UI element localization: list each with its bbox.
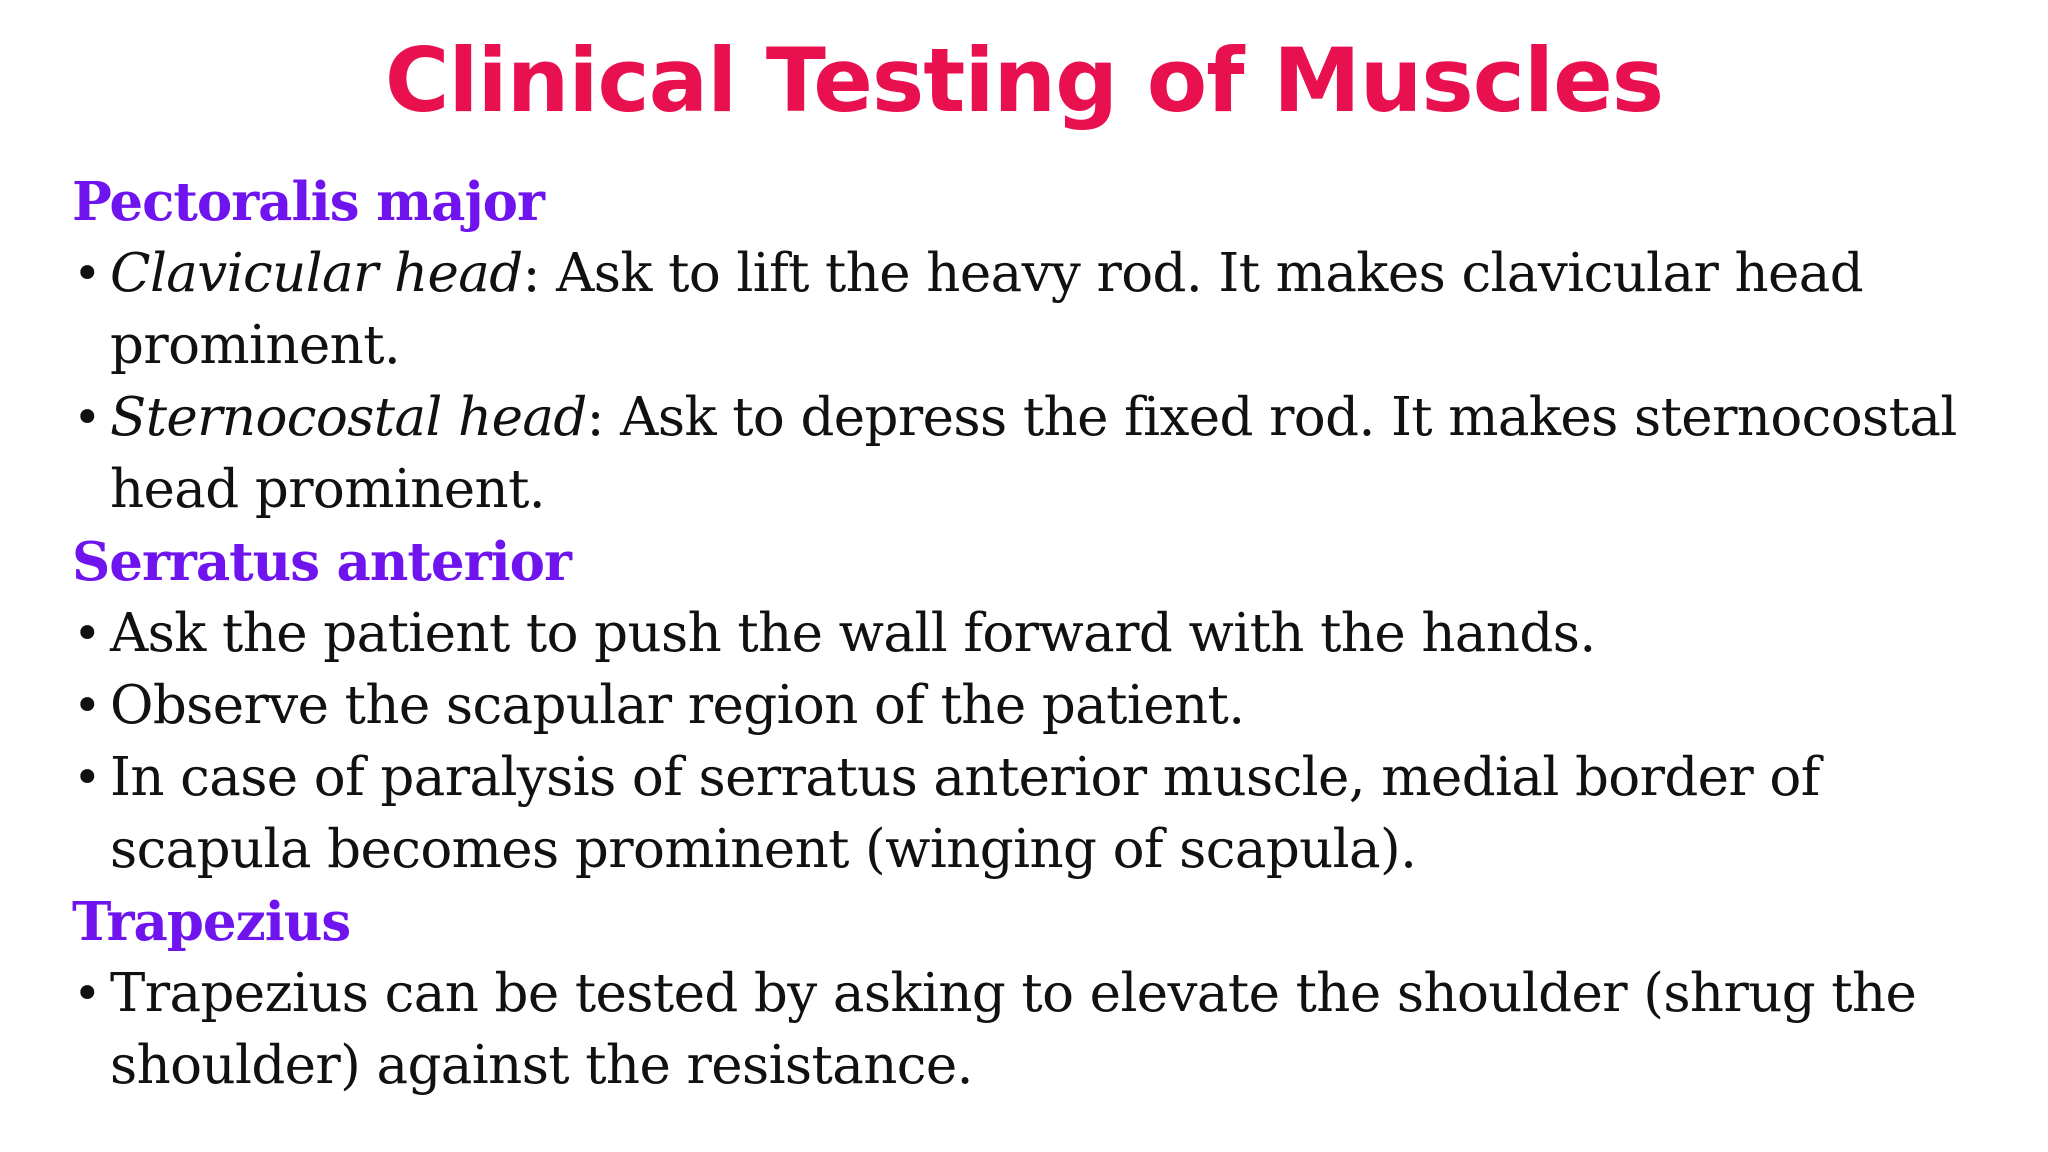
bullet-list (72, 958, 1992, 1102)
bullet-dot-icon: • (73, 246, 101, 302)
bullet-dot-icon: • (73, 966, 101, 1022)
bullet-term: Sternocostal head (110, 387, 587, 448)
bullet-item (72, 238, 1992, 382)
section-pectoralis-major (72, 166, 1992, 526)
bullet-term: Clavicular head (110, 243, 523, 304)
bullet-dot-icon: • (73, 606, 101, 662)
section-trapezius (72, 886, 1992, 1102)
bullet-text: : Ask to depress the fixed rod. It makes sternocostal head prominent. (110, 387, 1957, 520)
bullet-item (72, 598, 1992, 670)
bullet-item (72, 670, 1992, 742)
section-heading: Pectoralis major (72, 171, 544, 233)
bullet-text: Observe the scapular region of the patient. (110, 675, 1245, 736)
bullet-list (72, 598, 1992, 886)
bullet-item (72, 958, 1992, 1102)
slide-content (72, 166, 1992, 1102)
bullet-text: In case of paralysis of serratus anterior muscle, medial border of scapula becomes prominent (winging of scapula). (110, 747, 1820, 880)
bullet-item (72, 382, 1992, 526)
bullet-text: : Ask to lift the heavy rod. It makes clavicular head prominent. (110, 243, 1864, 376)
bullet-text: Ask the patient to push the wall forward with the hands. (110, 603, 1596, 664)
bullet-text: Trapezius can be tested by asking to elevate the shoulder (shrug the shoulder) against the resistance. (110, 963, 1917, 1096)
section-heading: Trapezius (72, 891, 351, 953)
bullet-dot-icon: • (73, 750, 101, 806)
bullet-dot-icon: • (73, 678, 101, 734)
bullet-dot-icon: • (73, 390, 101, 446)
slide-title: Clinical Testing of Muscles (384, 29, 1664, 132)
section-serratus-anterior (72, 526, 1992, 886)
section-heading: Serratus anterior (72, 531, 571, 593)
bullet-list (72, 238, 1992, 526)
bullet-item (72, 742, 1992, 886)
